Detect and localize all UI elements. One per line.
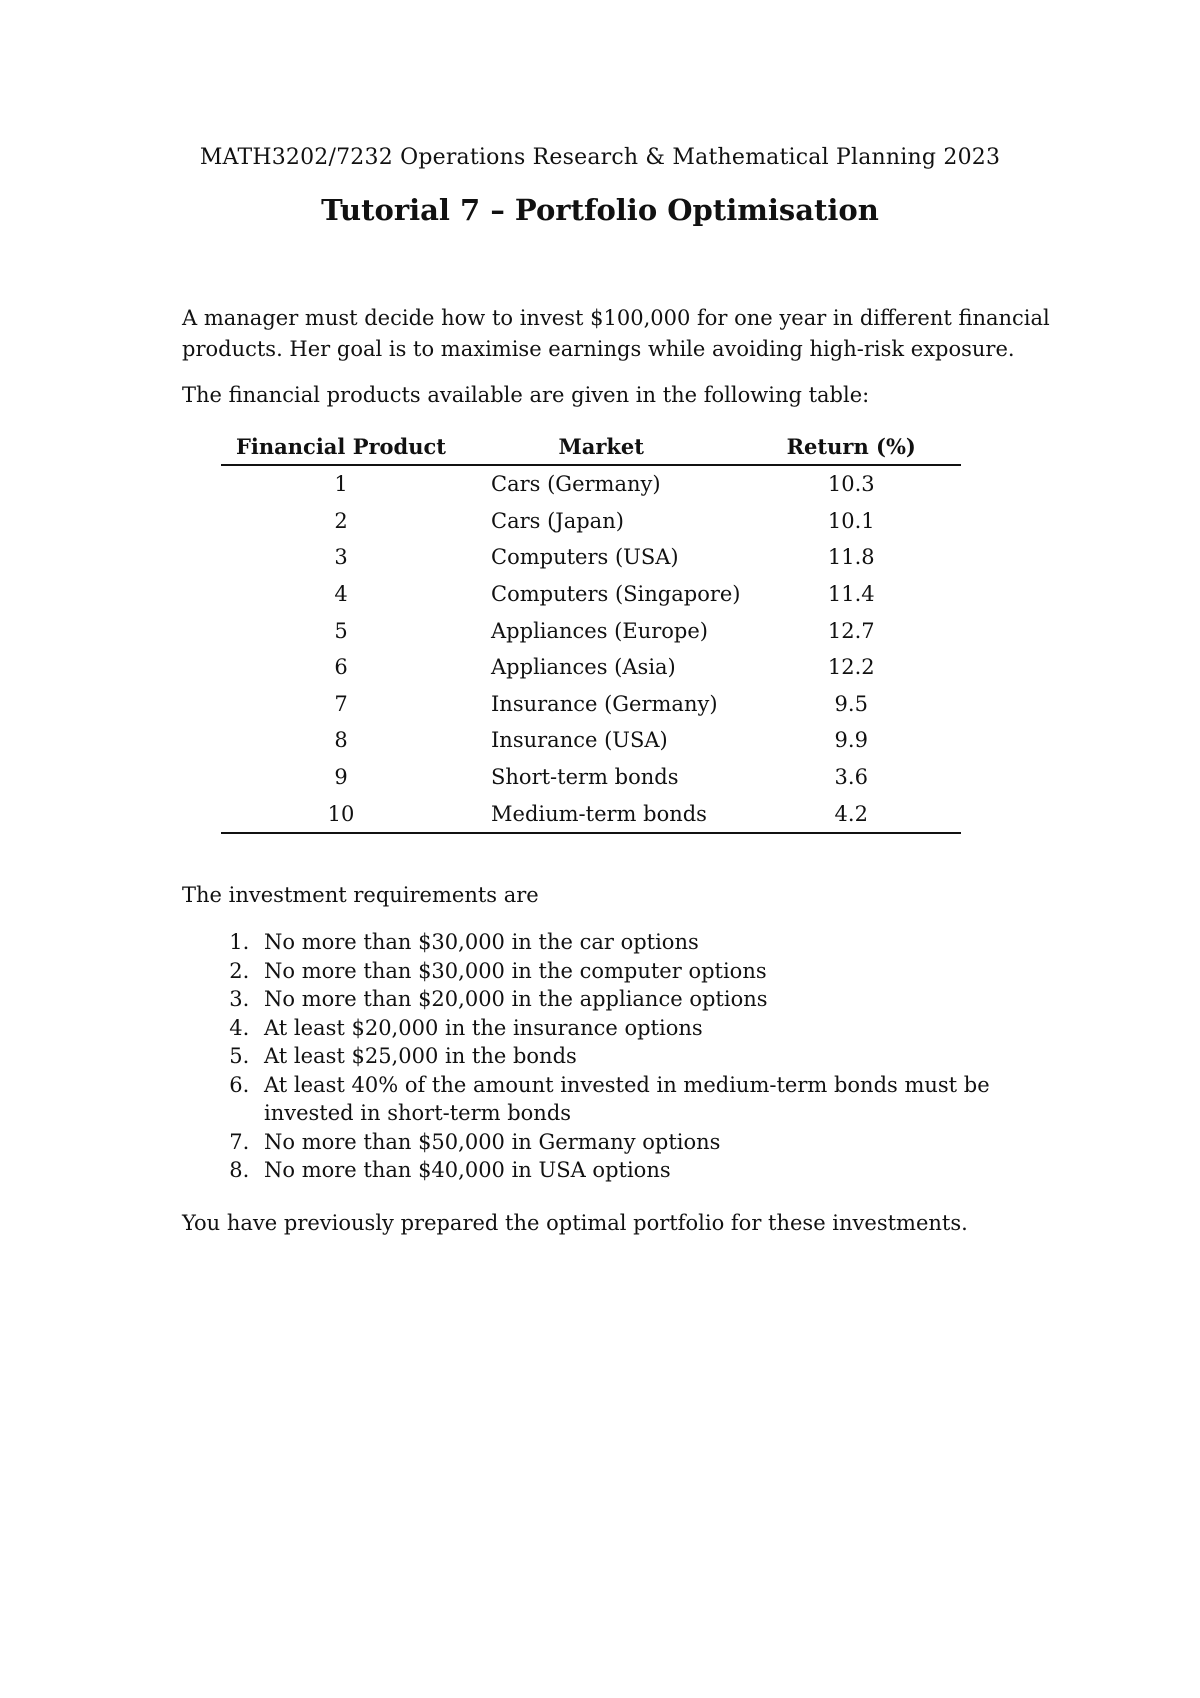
product-number: 6 [334,655,348,680]
table-row [221,576,961,613]
table-row [221,465,961,503]
requirement-item: 5. At least $25,000 in the bonds [256,1042,1056,1071]
product-number: 1 [334,472,348,497]
product-return: 3.6 [834,765,868,790]
table-row [221,722,961,759]
requirement-item: 8. No more than $40,000 in USA options [256,1156,1056,1185]
header-financial-product: Financial Product [221,428,461,465]
product-number: 4 [334,582,348,607]
header-market: Market [461,428,741,465]
product-market: Computers (USA) [491,545,679,570]
product-market: Cars (Germany) [491,472,661,497]
product-return: 9.9 [834,728,868,753]
product-return: 10.1 [827,508,875,533]
requirement-item: 1. No more than $30,000 in the car options [256,928,1056,957]
table-row [221,686,961,723]
page-title: Tutorial 7 – Portfolio Optimisation [321,193,879,227]
product-market: Appliances (Europe) [491,618,708,643]
product-market: Appliances (Asia) [491,655,676,680]
product-market: Cars (Japan) [491,508,624,533]
product-return: 4.2 [741,795,961,833]
requirement-item: 6. At least 40% of the amount invested in medium-term bonds must be invested in short-term bonds [256,1071,1056,1128]
table-row [221,503,961,540]
product-number: 5 [334,618,348,643]
requirements-list [214,928,1056,1185]
product-number: 3 [334,545,348,570]
product-market: Medium-term bonds [461,795,741,833]
product-number: 9 [334,765,348,790]
product-number: 7 [334,691,348,716]
intro-paragraph: A manager must decide how to invest $100,000 for one year in different financial products. Her goal is to maximise earnings while avoiding high-risk exposure. [182,306,1050,361]
products-intro-paragraph: The financial products available are given in the following table: [182,383,870,407]
table-row [221,649,961,686]
closing-paragraph: You have previously prepared the optimal portfolio for these investments. [182,1211,968,1235]
table-row [221,795,961,833]
product-number: 10 [221,795,461,833]
product-return: 10.3 [827,472,875,497]
header-return: Return (%) [741,428,961,465]
product-return: 9.5 [834,691,868,716]
products-table [221,428,961,834]
product-number: 8 [334,728,348,753]
product-return: 11.4 [827,582,875,607]
table-row [221,759,961,796]
product-market: Insurance (USA) [491,728,668,753]
requirement-item: 7. No more than $50,000 in Germany options [256,1128,1056,1157]
product-return: 11.8 [827,545,875,570]
table-header-row [221,428,961,465]
product-market: Computers (Singapore) [491,582,741,607]
product-return: 12.7 [827,618,875,643]
table-row [221,612,961,649]
requirement-item: 2. No more than $30,000 in the computer options [256,957,1056,986]
requirement-item: 3. No more than $20,000 in the appliance options [256,985,1056,1014]
table-row [221,539,961,576]
product-market: Short-term bonds [491,765,679,790]
course-heading: MATH3202/7232 Operations Research & Mathematical Planning 2023 [199,145,1001,170]
requirements-intro: The investment requirements are [182,883,539,907]
product-number: 2 [334,508,348,533]
product-return: 12.2 [827,655,875,680]
product-market: Insurance (Germany) [491,691,718,716]
requirement-item: 4. At least $20,000 in the insurance options [256,1014,1056,1043]
